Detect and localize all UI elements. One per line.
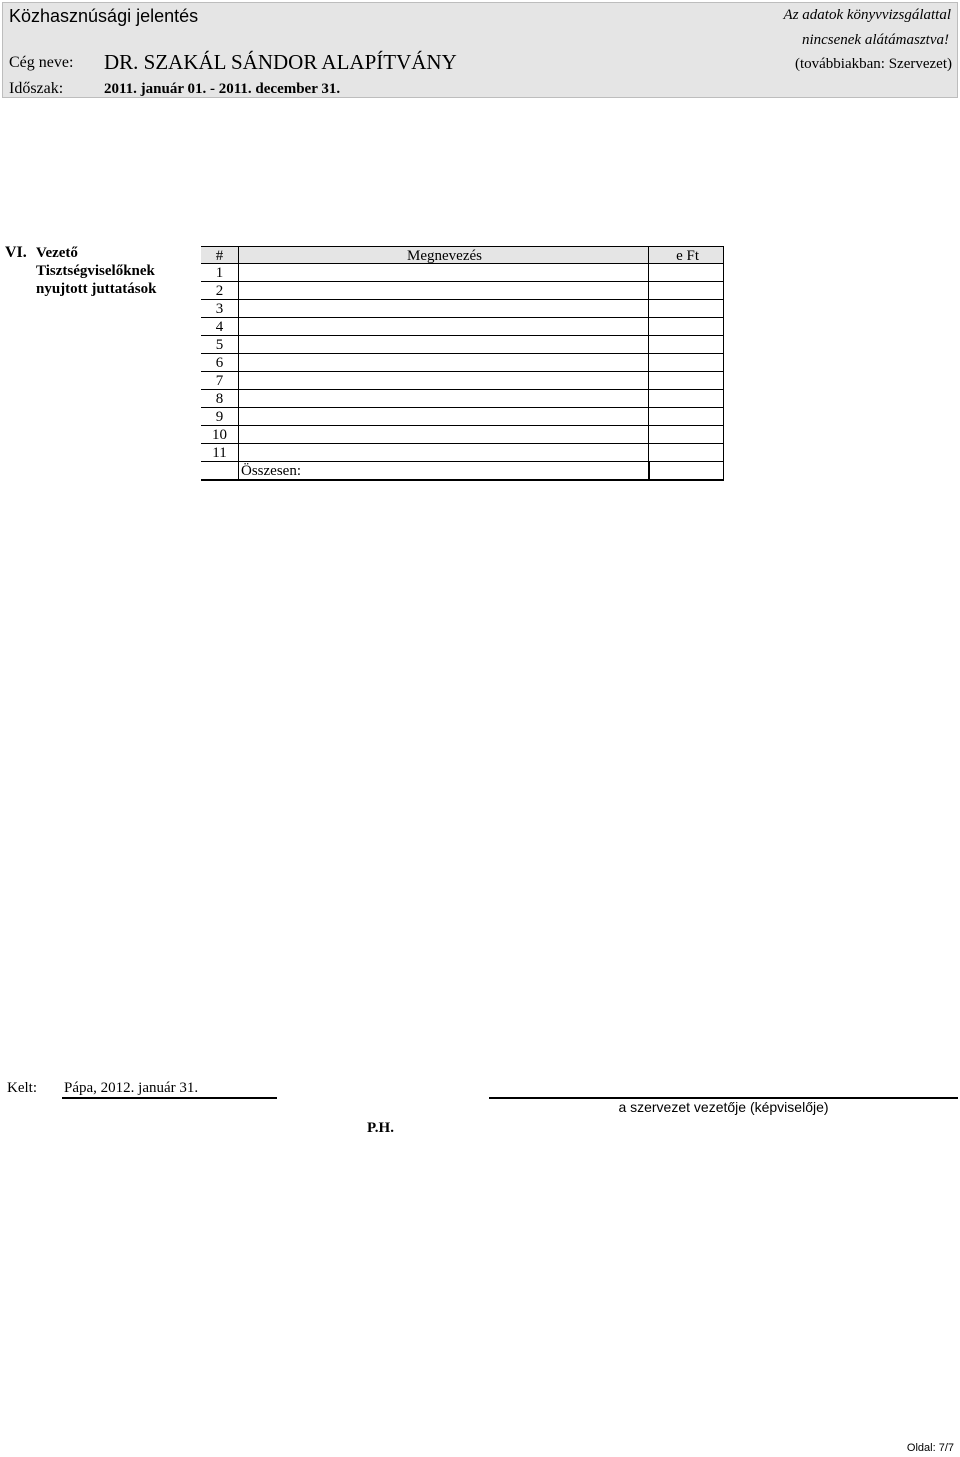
signature-label: a szervezet vezetője (képviselője)	[618, 1099, 829, 1115]
row-value	[648, 282, 724, 299]
company-alias: (továbbiakban: Szervezet)	[794, 56, 952, 72]
audit-note-line2: nincsenek alátámasztva!	[801, 32, 949, 48]
report-header	[2, 2, 958, 98]
row-name	[238, 300, 648, 317]
row-num: 3	[215, 301, 224, 317]
row-value	[648, 336, 724, 353]
row-value	[648, 264, 724, 281]
row-name	[238, 318, 648, 335]
row-name	[238, 336, 648, 353]
row-num: 11	[212, 445, 227, 461]
row-num: 2	[215, 283, 224, 299]
header-value: e Ft	[648, 247, 724, 263]
date-label: Kelt:	[7, 1080, 37, 1096]
table-row	[201, 408, 724, 426]
row-name	[238, 390, 648, 407]
row-name	[238, 426, 648, 443]
header-name: Megnevezés	[238, 247, 648, 263]
table-row	[201, 444, 724, 462]
row-num: 1	[215, 265, 224, 281]
table-row	[201, 372, 724, 390]
row-value	[648, 426, 724, 443]
table-body	[201, 264, 724, 462]
row-num: 6	[215, 355, 224, 371]
row-name	[238, 354, 648, 371]
total-spacer	[201, 462, 238, 479]
row-name	[238, 372, 648, 389]
audit-note-line1: Az adatok könyvvizsgálattal	[783, 7, 951, 23]
row-num: 5	[215, 337, 224, 353]
row-name	[238, 264, 648, 281]
section-title-line1: Vezető	[36, 245, 78, 261]
total-value	[648, 462, 724, 479]
row-value	[648, 300, 724, 317]
date-value: Pápa, 2012. január 31.	[62, 1080, 277, 1099]
row-name	[238, 408, 648, 425]
total-label: Összesen:	[238, 462, 648, 479]
table-row	[201, 318, 724, 336]
section-number: VI.	[5, 244, 27, 261]
row-value	[648, 318, 724, 335]
benefits-table	[201, 246, 724, 481]
header-num: #	[215, 248, 224, 264]
table-row	[201, 336, 724, 354]
table-row	[201, 390, 724, 408]
table-row	[201, 426, 724, 444]
section-title-line3: nyujtott juttatások	[36, 281, 157, 297]
row-name	[238, 444, 648, 461]
row-num: 9	[215, 409, 224, 425]
row-value	[648, 354, 724, 371]
company-name-value: DR. SZAKÁL SÁNDOR ALAPÍTVÁNY	[104, 50, 457, 74]
row-name	[238, 282, 648, 299]
row-value	[648, 390, 724, 407]
row-num: 7	[215, 373, 224, 389]
page-number: Oldal: 7/7	[906, 1442, 954, 1454]
section-title	[36, 244, 156, 298]
section-title-line2: Tisztségviselőknek	[36, 263, 155, 279]
row-num: 10	[212, 427, 227, 443]
table-row	[201, 264, 724, 282]
table-total-row	[201, 462, 724, 481]
row-num: 4	[215, 319, 224, 335]
row-value	[648, 408, 724, 425]
row-num: 8	[215, 391, 224, 407]
row-value	[648, 444, 724, 461]
period-value: 2011. január 01. - 2011. december 31.	[104, 81, 341, 97]
company-name-label: Cég neve:	[9, 54, 74, 71]
table-header-row	[201, 246, 724, 264]
period-label: Időszak:	[9, 80, 64, 97]
table-row	[201, 354, 724, 372]
table-row	[201, 300, 724, 318]
stamp-placeholder: P.H.	[367, 1120, 394, 1136]
row-value	[648, 372, 724, 389]
report-title: Közhasznúsági jelentés	[9, 6, 199, 26]
table-row	[201, 282, 724, 300]
